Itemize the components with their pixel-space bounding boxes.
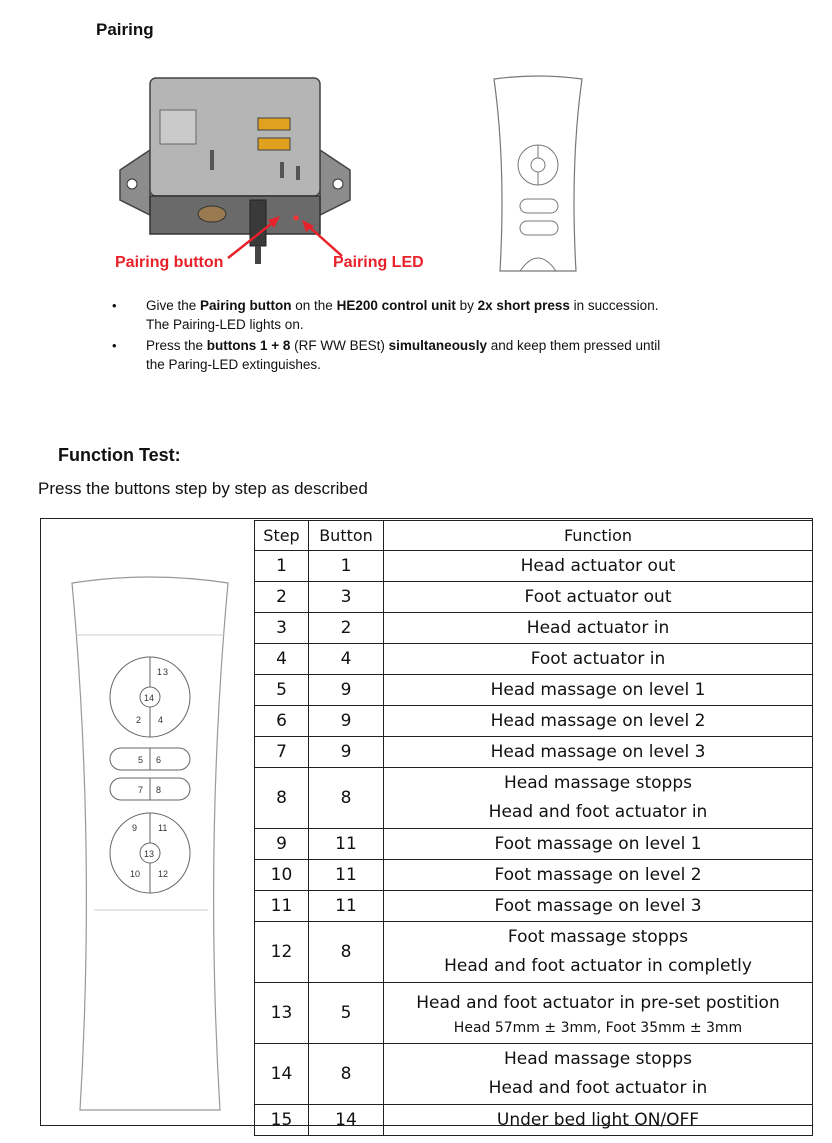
function-cell — [384, 922, 813, 983]
remote-label: 4 — [158, 715, 164, 725]
function-line: Head massage stopps — [504, 773, 692, 793]
instruction-bold: Pairing button — [200, 298, 292, 313]
step-cell: 14 — [255, 1044, 309, 1105]
instruction-text: (RF WW BESt) — [290, 338, 389, 353]
step-cell: 9 — [255, 829, 309, 860]
remote-label: 14 — [144, 693, 155, 703]
table-row — [255, 582, 813, 613]
column-header-button: Button — [309, 521, 384, 551]
instruction-bold: HE200 control unit — [336, 298, 456, 313]
remote-label: 1 — [157, 667, 163, 677]
button-cell: 9 — [309, 706, 384, 737]
table-row — [255, 983, 813, 1044]
button-cell: 9 — [309, 737, 384, 768]
function-cell: Head massage on level 2 — [384, 706, 813, 737]
function-test-table — [254, 520, 813, 1136]
remote-label: 2 — [136, 715, 142, 725]
instruction-text: Press the — [146, 338, 207, 353]
function-cell: Foot actuator out — [384, 582, 813, 613]
button-cell: 4 — [309, 644, 384, 675]
button-cell: 14 — [309, 1105, 384, 1136]
function-cell: Foot actuator in — [384, 644, 813, 675]
table-row — [255, 829, 813, 860]
pairing-led-shape — [294, 216, 299, 221]
function-cell: Head actuator out — [384, 551, 813, 582]
table-header-row — [255, 521, 813, 551]
instruction-text: on the — [291, 298, 337, 313]
step-cell: 13 — [255, 983, 309, 1044]
remote-label: 12 — [158, 869, 169, 879]
step-cell: 11 — [255, 891, 309, 922]
unit-base — [150, 196, 320, 234]
function-line: Head and foot actuator in completly — [444, 956, 752, 976]
bullet-icon: • — [112, 338, 117, 353]
table-row — [255, 768, 813, 829]
step-cell: 2 — [255, 582, 309, 613]
step-cell: 6 — [255, 706, 309, 737]
function-line: Foot massage stopps — [507, 927, 689, 947]
remote-label: 3 — [163, 667, 169, 677]
button-cell: 3 — [309, 582, 384, 613]
instruction-bold: simultaneously — [388, 338, 487, 353]
table-row — [255, 644, 813, 675]
instruction-text: and keep them pressed until — [486, 338, 661, 353]
pairing-title: Pairing — [96, 20, 154, 39]
step-cell: 10 — [255, 860, 309, 891]
function-cell — [384, 1044, 813, 1105]
table-row — [255, 675, 813, 706]
button-cell: 8 — [309, 1044, 384, 1105]
table-row — [255, 706, 813, 737]
function-line: Head and foot actuator in — [488, 802, 708, 822]
instruction-bold: buttons 1 + 8 — [206, 338, 291, 353]
table-row — [255, 891, 813, 922]
button-cell: 11 — [309, 860, 384, 891]
table-row — [255, 1105, 813, 1136]
step-cell: 5 — [255, 675, 309, 706]
pairing-led-caption: Pairing LED — [333, 254, 424, 271]
instruction-text: the Paring-LED extinguishes. — [146, 357, 321, 372]
function-cell — [384, 768, 813, 829]
table-row — [255, 737, 813, 768]
remote-label: 8 — [156, 785, 162, 795]
instruction-bold: 2x short press — [477, 298, 570, 313]
function-cell: Foot massage on level 1 — [384, 829, 813, 860]
remote-label: 7 — [138, 785, 144, 795]
function-cell: Under bed light ON/OFF — [384, 1105, 813, 1136]
function-line: Head massage stopps — [504, 1049, 692, 1069]
function-cell: Head massage on level 1 — [384, 675, 813, 706]
column-header-step: Step — [255, 521, 309, 551]
step-cell: 3 — [255, 613, 309, 644]
remote-label: 11 — [158, 823, 168, 833]
table-row — [255, 922, 813, 983]
bullet-icon: • — [112, 298, 117, 313]
table-row — [255, 613, 813, 644]
remote-label: 10 — [130, 869, 141, 879]
instruction-text: by — [455, 298, 478, 313]
function-test-intro: Press the buttons step by step as described — [38, 479, 368, 498]
button-cell: 8 — [309, 768, 384, 829]
remote-control-small-illustration — [490, 75, 586, 275]
button-cell: 8 — [309, 922, 384, 983]
step-cell: 8 — [255, 768, 309, 829]
remote-label: 5 — [138, 755, 144, 765]
remote-label: 13 — [144, 849, 155, 859]
step-cell: 15 — [255, 1105, 309, 1136]
function-line: Head and foot actuator in — [488, 1078, 708, 1098]
button-cell: 9 — [309, 675, 384, 706]
function-cell: Head massage on level 3 — [384, 737, 813, 768]
function-cell: Head actuator in — [384, 613, 813, 644]
table-row — [255, 1044, 813, 1105]
function-line: Head and foot actuator in pre-set postition — [416, 992, 780, 1013]
step-cell: 4 — [255, 644, 309, 675]
button-cell: 5 — [309, 983, 384, 1044]
function-cell — [384, 983, 813, 1044]
column-header-function: Function — [384, 521, 813, 551]
pairing-button-shape — [198, 206, 226, 222]
step-cell: 1 — [255, 551, 309, 582]
control-unit-illustration — [110, 70, 360, 270]
function-cell: Foot massage on level 3 — [384, 891, 813, 922]
function-cell: Foot massage on level 2 — [384, 860, 813, 891]
instruction-item — [112, 296, 812, 334]
button-cell: 2 — [309, 613, 384, 644]
instruction-item — [112, 336, 812, 374]
function-test-heading: Function Test: — [58, 445, 181, 465]
remote-label: 9 — [132, 823, 138, 833]
step-cell: 12 — [255, 922, 309, 983]
instruction-text: The Pairing-LED lights on. — [146, 317, 304, 332]
table-row — [255, 551, 813, 582]
remote-label: 6 — [156, 755, 162, 765]
function-line: Head 57mm ± 3mm, Foot 35mm ± 3mm — [453, 1019, 743, 1036]
remote-control-illustration — [70, 575, 230, 1115]
instruction-text: in succession. — [569, 298, 659, 313]
step-cell: 7 — [255, 737, 309, 768]
table-row — [255, 860, 813, 891]
pairing-instructions — [112, 296, 812, 376]
pairing-button-caption: Pairing button — [115, 254, 224, 271]
button-cell: 11 — [309, 891, 384, 922]
button-cell: 1 — [309, 551, 384, 582]
button-cell: 11 — [309, 829, 384, 860]
instruction-text: Give the — [146, 298, 201, 313]
